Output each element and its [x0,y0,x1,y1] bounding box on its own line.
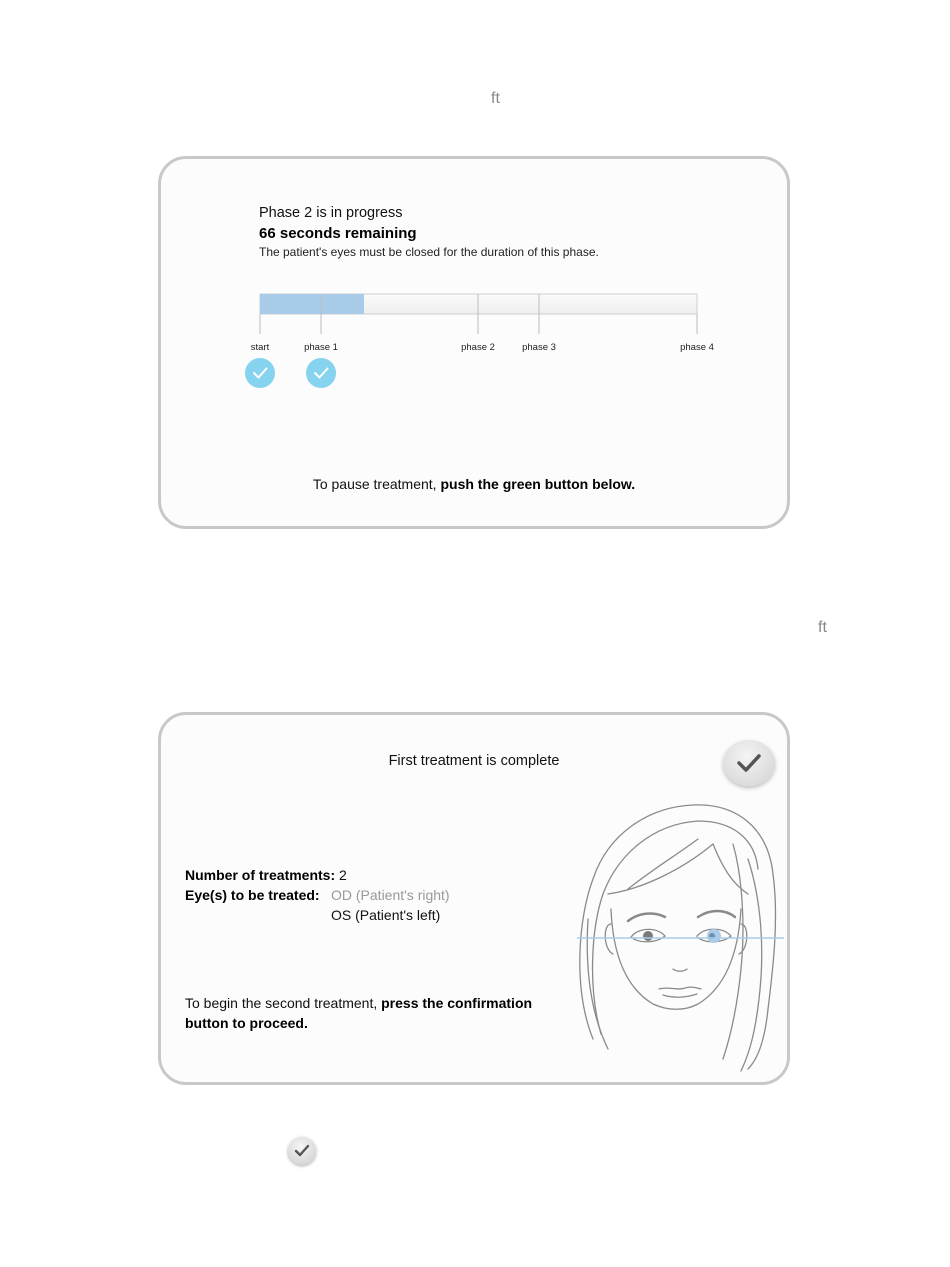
eye-od-option: OD (Patient's right) [331,887,450,903]
pause-prefix: To pause treatment, [312,476,437,492]
eye-os-option: OS (Patient's left) [331,907,441,923]
pause-instruction [161,476,787,492]
tick-label-start: start [250,342,270,353]
treatments-count [185,867,347,883]
confirm-button[interactable] [723,740,775,786]
face-icon [573,799,788,1074]
tick-label-phase-4: phase 4 [680,342,714,353]
completed-check-start [245,358,275,388]
begin-prefix: To begin the second treatment, [185,995,378,1011]
begin-instruction [185,993,565,1033]
completed-check-phase-1 [306,358,336,388]
confirm-button-small[interactable] [288,1137,316,1165]
treatment-progress-bar [231,284,731,424]
treatment-complete-screen [158,712,790,1085]
tick-label-phase-2: phase 2 [461,342,495,353]
progress-screen [158,156,790,529]
pause-bold: push the green button below. [440,476,636,492]
begin-bold: press the confirmation button to proceed. [185,995,533,1031]
progress-fill [260,294,364,314]
check-icon [294,1144,310,1158]
phase-status: Phase 2 is in progress [259,205,403,221]
check-icon [736,752,762,774]
eyes-closed-note: The patient's eyes must be closed for the duration of this phase. [259,245,599,259]
seconds-remaining: 66 seconds remaining [259,225,417,242]
ft-glyph-mid: ft [818,619,827,636]
eyes-row [185,887,320,903]
tick-label-phase-3: phase 3 [522,342,556,353]
treatments-value: 2 [339,867,347,883]
page-title: First treatment is complete [388,753,560,769]
eyes-label: Eye(s) to be treated: [185,887,320,903]
tick-label-phase-1: phase 1 [304,342,338,353]
ft-glyph-top: ft [491,90,500,107]
treatments-label: Number of treatments: [185,867,336,883]
